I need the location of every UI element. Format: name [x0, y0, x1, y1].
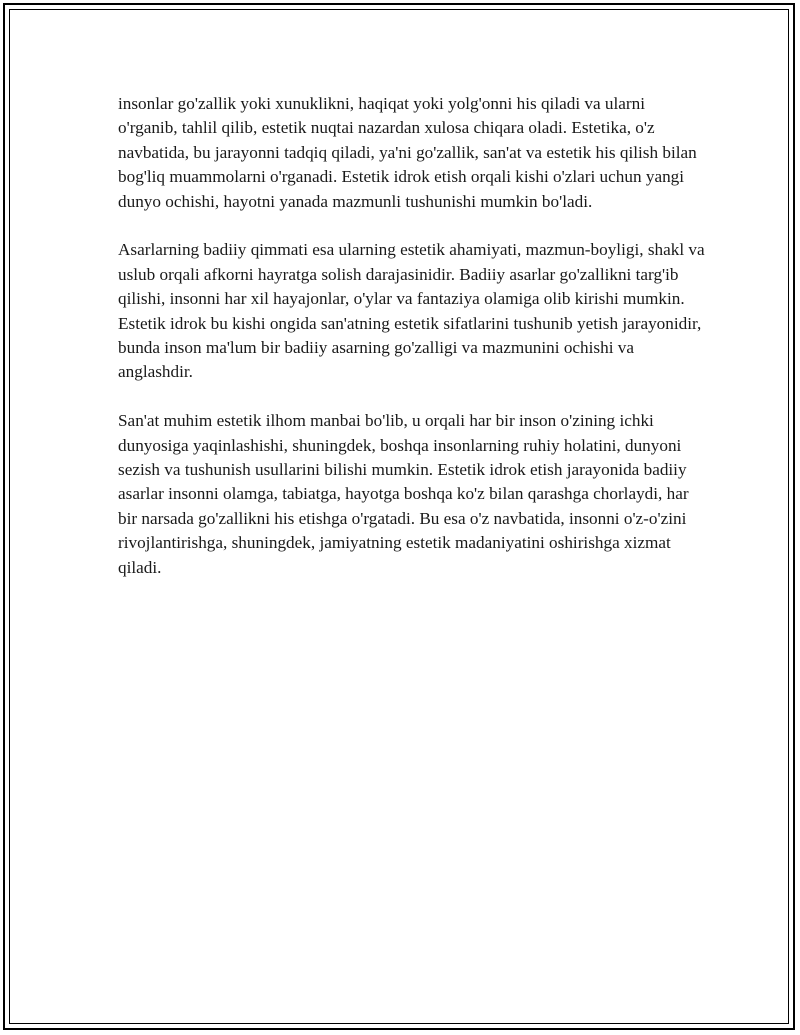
- paragraph-3: San'at muhim estetik ilhom manbai bo'lib, u orqali har bir inson o'zining ichki dunyosiga yaqinlashishi, shuningdek, boshqa insonlarning ruhiy holatini, dunyoni sezish va tushunish usullarini bilishi mumkin. Estetik idrok etish jarayonida badiiy asarlar insonni olamga, tabiatga, hayotga boshqa ko'z bilan qarashga chorlaydi, har bir narsada go'zallikni his etishga o'rgatadi. Bu esa o'z navbatida, insonni o'z-o'zini rivojlantirishga, shuningdek, jamiyatning estetik madaniyatini oshirishga xizmat qiladi.: [118, 411, 689, 577]
- paragraph-2: Asarlarning badiiy qimmati esa ularning estetik ahamiyati, mazmun-boyligi, shakl va uslub orqali afkorni hayratga solish darajasinidir. Badiiy asarlar go'zallikni targ'ib qilishi, insonni har xil hayajonlar, o'ylar va fantaziya olamiga olib kirishi mumkin. Estetik idrok bu kishi ongida san'atning estetik sifatlarini tushunib yetish jarayonidir, bunda inson ma'lum bir badiiy asarning go'zalligi va mazmunini ochishi va anglashdir.: [118, 240, 705, 382]
- document-body: [118, 92, 708, 604]
- paragraph-1: insonlar go'zallik yoki xunuklikni, haqiqat yoki yolg'onni his qiladi va ularni o'rganib, tahlil qilib, estetik nuqtai nazardan xulosa chiqara oladi. Estetika, o'z navbatida, bu jarayonni tadqiq qiladi, ya'ni go'zallik, san'at va estetik his qilish bilan bog'liq muammolarni o'rganadi. Estetik idrok etish orqali kishi o'zlari uchun yangi dunyo ochishi, hayotni yanada mazmunli tushunishi mumkin bo'ladi.: [118, 94, 697, 211]
